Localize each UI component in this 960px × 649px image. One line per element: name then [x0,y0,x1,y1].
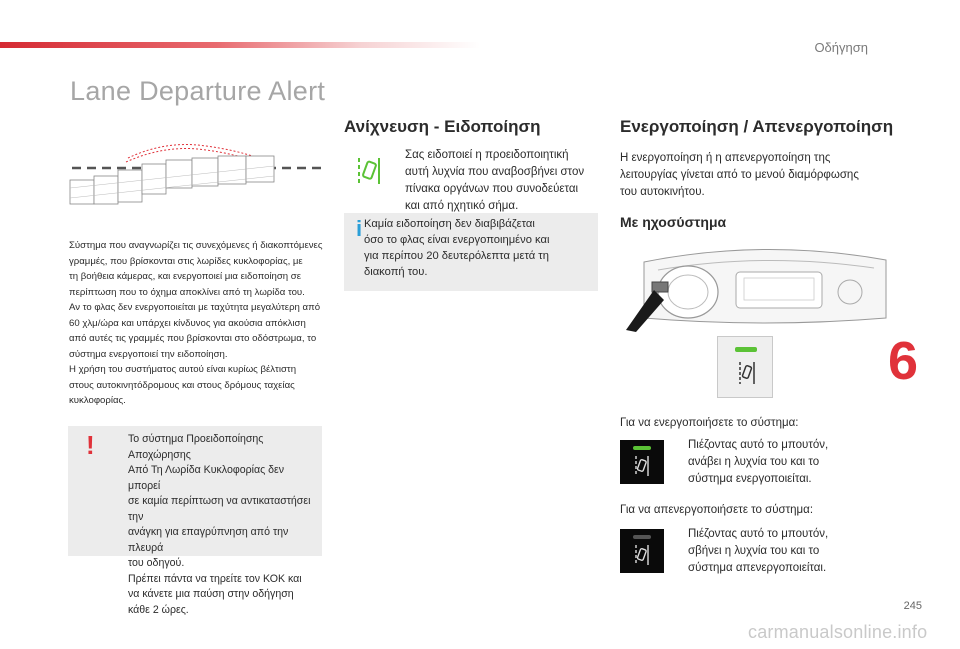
lane-departure-icon [634,455,650,482]
activation-heading: Ενεργοποίηση / Απενεργοποίηση [620,117,894,136]
detection-heading: Ανίχνευση - Ειδοποίηση [344,117,541,136]
chapter-number: 6 [888,331,919,391]
header-accent-bar [0,42,480,48]
detection-text: Σας ειδοποιεί η προειδοποιητική αυτή λυχνία που αναβοσβήνει στον πίνακα οργάνων που συνοδεύεται και από ηχητικό σήμα. [405,149,585,212]
button-led-off [633,535,651,539]
activate-instruction: Πιέζοντας αυτό το μπουτόν, ανάβει η λυχνία του και το σύστημα ενεργοποιείται. [688,439,829,485]
info-box [344,213,598,291]
info-icon: i [356,216,363,241]
description-text: Σύστημα που αναγνωρίζει τις συνεχόμενες ή διακοπτόμενες γραμμές, που βρίσκονται στις λωρίδες κυκλοφορίας, με τη βοήθεια κάμερας, και ενεργοποιεί μια ειδοποίηση σε περίπτωση που το όχημα αποκλίνει από τη λωρίδα του. Αν το φλας δεν ενεργοποιείται με ταχύτητα μεγαλύτερη από 60 χλμ/ώρα και υπάρχει κίνδυνος για ακούσια απόκλιση από αυτές τις γραμμές που βρίσκονται στο οδόστρωμα, το σύστημα ενεργοποιεί την ειδοποίηση. Η χρήση του συστήματος αυτού είναι κυρίως βέλτιστη στους αυτοκινητόδρομους και στους δρόμους ταχείας κυκλοφορίας. [69,240,323,406]
button-led-on [633,446,651,450]
lane-illustration [66,136,328,212]
led-indicator [735,347,757,352]
dashboard-illustration [624,244,904,332]
button-closeup [717,336,773,398]
activation-intro: Η ενεργοποίηση ή η απενεργοποίηση της λειτουργίας γίνεται από το μενού διαμόρφωσης του αυτοκινήτου. [620,152,859,198]
page-number: 245 [903,600,922,612]
page-title: Lane Departure Alert [70,76,326,106]
lane-departure-icon [738,361,756,390]
warning-text: Το σύστημα Προειδοποίησης Αποχώρησης Από Τη Λωρίδα Κυκλοφορίας δεν μπορεί σε καμία περίπτωση να αντικαταστήσει την ανάγκη για επαγρύπνηση από την πλευρά του οδηγού. Πρέπει πάντα να τηρείτε τον ΚΟΚ και να κάνετε μια παύση στην οδήγηση κάθε 2 ώρες. [128,433,311,616]
warning-box [68,426,322,616]
deactivate-label: Για να απενεργοποιήσετε το σύστημα: [620,504,814,516]
deactivate-button[interactable] [620,529,664,573]
warning-icon: ! [86,430,95,460]
section-label: Οδήγηση [814,40,868,55]
lane-departure-icon [634,544,650,571]
activate-label: Για να ενεργοποιήσετε το σύστημα: [620,417,799,429]
audio-system-subheading: Με ηχοσύστημα [620,214,727,230]
activate-button[interactable] [620,440,664,484]
watermark: carmanualsonline.info [748,622,928,642]
info-text: Καμία ειδοποίηση δεν διαβιβάζεται όσο το φλας είναι ενεργοποιημένο και για περίπου 20 δευτερόλεπτα μετά τη διακοπή του. [364,218,550,278]
lane-warning-lamp-icon [356,156,382,186]
deactivate-instruction: Πιέζοντας αυτό το μπουτόν, σβήνει η λυχνία του και το σύστημα απενεργοποιείται. [688,528,829,574]
